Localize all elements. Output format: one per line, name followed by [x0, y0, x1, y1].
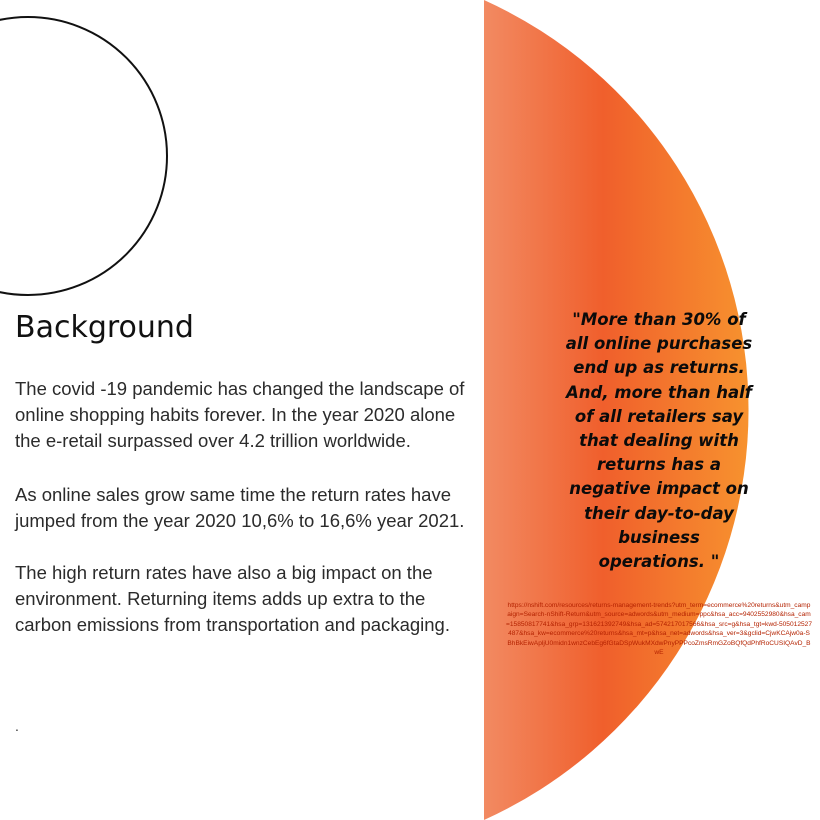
paragraph-return-rates: As online sales grow same time the return rates have jumped from the year 2020 10,6% to 16,6% year 2021.: [15, 484, 465, 531]
trailing-dot: .: [15, 718, 19, 734]
paragraph-pandemic: The covid -19 pandemic has changed the landscape of online shopping habits forever. In the year 2020 alone the e-retail surpassed over 4.2 trillion worldwide.: [15, 378, 465, 451]
highlight-quote: "More than 30% of all online purchases end up as returns. And, more than half of all retailers say that dealing with returns has a negative impact on their day-to-day business operations. ": [565, 310, 753, 572]
source-link[interactable]: https://nshift.com/resources/returns-management-trends?utm_term=ecommerce%20returns&utm_campaign=Search-nShift-Return&utm_source=adwords&utm_medium=ppc&hsa_acc=9402552980&hsa_cam=15850817741&hsa_grp=131621392749&hsa_ad=574217017566&hsa_src=g&hsa_tgt=kwd-505012527487&hsa_kw=ecommerce%20returns&hsa_mt=p&hsa_net=adwords&hsa_ver=3&gclid=CjwKCAjw0a-SBhBkEiwApljU0midn1wnzCebEg6fGtaDSpWukMXdwPnyPPPcoZmsRmGZoBQfQdPhfRoCUSIQAvD_BwE: [506, 602, 812, 657]
page-title: Background: [15, 310, 194, 345]
decorative-outline-circle: [0, 16, 168, 296]
paragraph-environment: The high return rates have also a big impact on the environment. Returning items adds up extra to the carbon emissions from transportation and packaging.: [15, 562, 450, 635]
